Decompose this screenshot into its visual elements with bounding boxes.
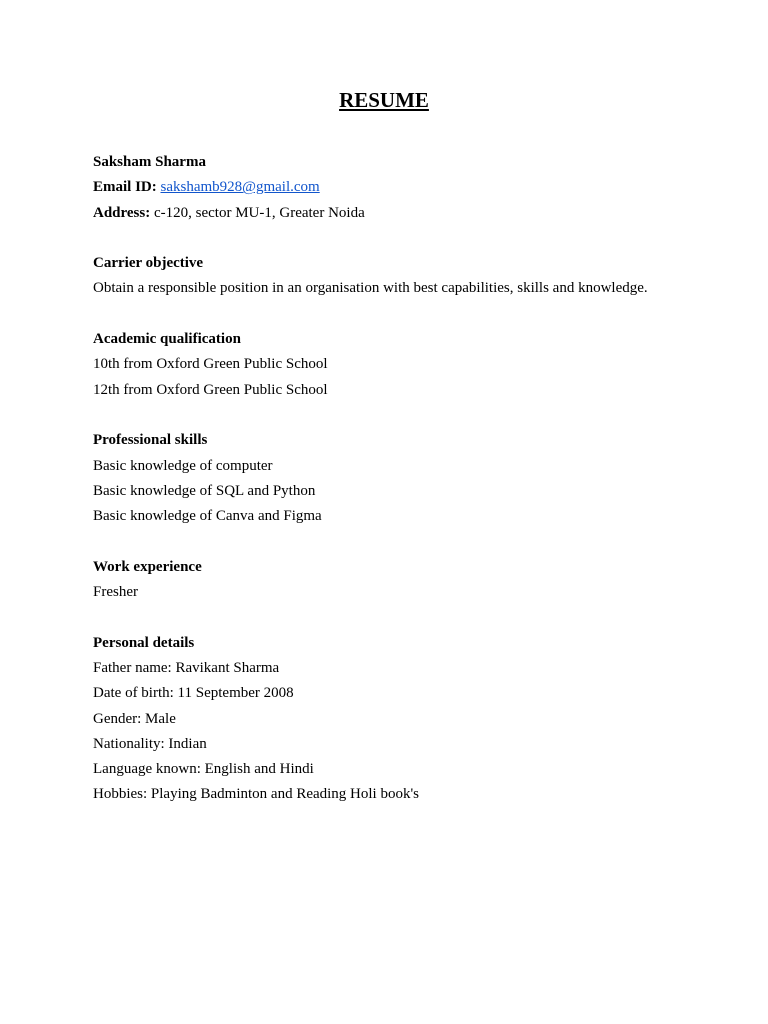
spacer [93, 226, 713, 251]
personal-detail: Gender: Male [93, 710, 176, 727]
section-heading-experience: Work experience [93, 558, 202, 575]
resume-body [93, 150, 713, 808]
email-label: Email ID: [93, 179, 157, 196]
section-heading-objective: Carrier objective [93, 255, 204, 272]
candidate-name: Saksham Sharma [93, 154, 206, 170]
skill-item: Basic knowledge of SQL and Python [93, 482, 316, 499]
spacer [93, 529, 713, 554]
personal-detail: Father name: Ravikant Sharma [93, 659, 280, 676]
spacer [93, 605, 713, 630]
personal-detail: Date of birth: 11 September 2008 [93, 685, 294, 702]
personal-detail: Hobbies: Playing Badminton and Reading Holi book's [93, 786, 420, 803]
academic-item: 10th from Oxford Green Public School [93, 356, 328, 373]
academic-item: 12th from Oxford Green Public School [93, 381, 328, 398]
spacer [93, 403, 713, 428]
section-heading-skills: Professional skills [93, 432, 208, 449]
email-row [93, 175, 713, 200]
objective-text: Obtain a responsible position in an organisation with best capabilities, skills and knowledge. [93, 280, 648, 297]
personal-detail: Language known: English and Hindi [93, 761, 314, 778]
section-heading-academic: Academic qualification [93, 331, 241, 348]
skill-item: Basic knowledge of Canva and Figma [93, 508, 322, 525]
address-label: Address: [93, 204, 151, 221]
personal-detail: Nationality: Indian [93, 735, 207, 752]
spacer [93, 302, 713, 327]
section-heading-personal: Personal details [93, 634, 195, 651]
experience-item: Fresher [93, 584, 138, 601]
address-value: c-120, sector MU-1, Greater Noida [153, 204, 365, 221]
email-link[interactable]: sakshamb928@gmail.com [160, 179, 320, 196]
address-row [93, 201, 713, 226]
skill-item: Basic knowledge of computer [93, 457, 273, 474]
page-title: RESUME [339, 88, 429, 112]
